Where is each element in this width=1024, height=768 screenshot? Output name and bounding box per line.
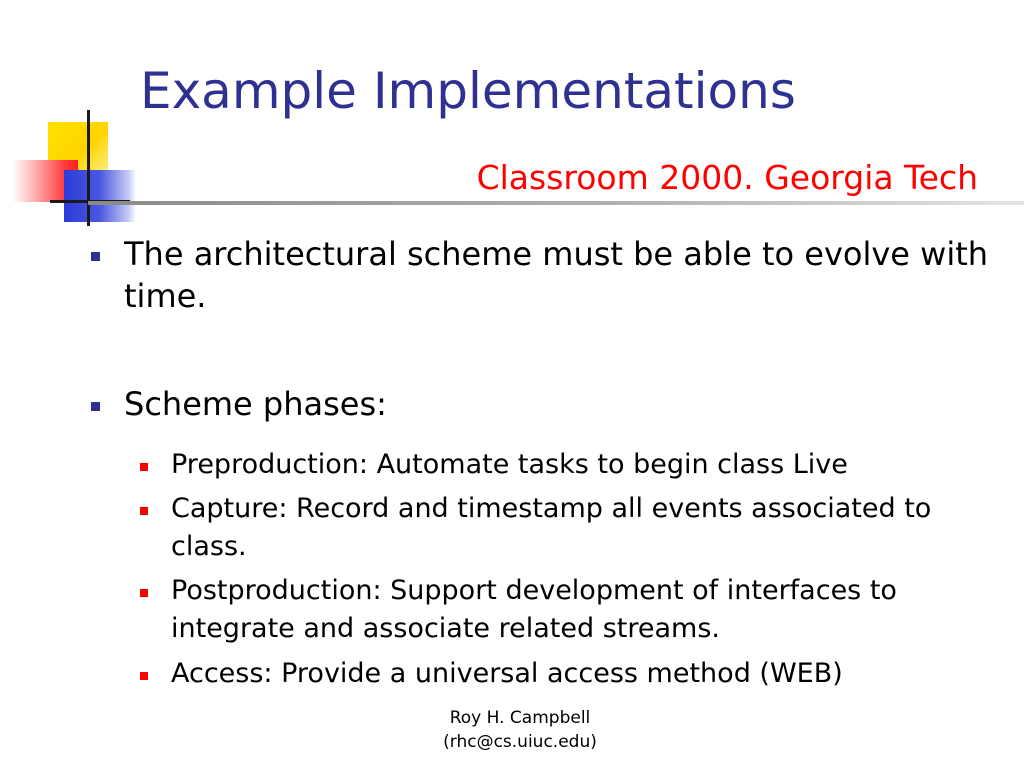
bullet-marker-icon (91, 252, 100, 261)
sub-bullet-item: Access: Provide a universal access method (WEB) (171, 658, 843, 689)
sub-bullet-item: Preproduction: Automate tasks to begin class Live (171, 449, 848, 480)
logo-blue-square (64, 170, 136, 222)
sub-bullet-marker-icon (140, 589, 148, 597)
bullet-marker-icon (91, 402, 100, 411)
bullet-item: The architectural scheme must be able to evolve with time. (124, 235, 989, 315)
bullet-item: Scheme phases: (124, 385, 387, 423)
sub-bullet-marker-icon (140, 463, 148, 471)
sub-bullet-marker-icon (140, 507, 148, 515)
slide-subtitle: Classroom 2000. Georgia Tech (476, 158, 978, 197)
sub-bullet-item: Capture: Record and timestamp all events associated to class. (171, 493, 932, 562)
sub-bullet-marker-icon (140, 672, 148, 680)
footer-email: (rhc@cs.uiuc.edu) (443, 732, 597, 752)
slide-title: Example Implementations (140, 62, 796, 120)
sub-bullet-item: Postproduction: Support development of interfaces to integrate and associate related streams. (171, 575, 897, 644)
logo-vertical-line (87, 110, 90, 226)
footer-author: Roy H. Campbell (449, 708, 591, 728)
header-divider (88, 201, 1024, 205)
slide-footer (420, 706, 620, 754)
